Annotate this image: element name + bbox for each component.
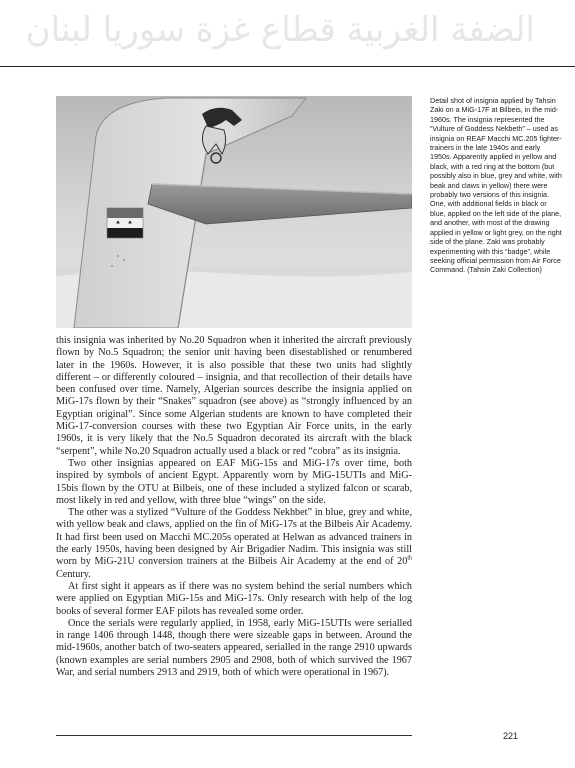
- ordinal-suffix: th: [407, 555, 412, 562]
- body-paragraph-3-text: The other was a stylized “Vulture of the Goddess Nekhbet” in blue, grey and white, with yellow beak and claws, applied on the fin of MiG-17s at the Bilbeis Air Academy. It had first been used on Macchi MC.205s operated at Helwan as advanced trainers in the early 1950s, having been designed by Air Brigadier Nadim. This insignia was still worn by MiG-21U conversion trainers at the Bilbeis Air Academy at the end of 20: [56, 507, 412, 568]
- tail-fin-illustration: [56, 96, 412, 328]
- body-paragraph-5: Once the serials were regularly applied, in 1958, early MiG-15UTIs were serialled in range 1406 through 1448, though there were sizeable gaps in between. Around the mid-1960s, another batch of two-seaters appeared, serialled in the range 2910 upwards (known examples are serial numbers 2905 and 2908, both of which survived the 1967 War, and serial numbers 2913 and 2919, both of which were operational in 1967).: [56, 617, 412, 679]
- footer-rule: [56, 735, 412, 736]
- body-paragraph-3: [56, 507, 412, 581]
- page-header-band: [0, 0, 575, 67]
- flag-icon: [107, 208, 143, 238]
- article-body: [56, 335, 412, 679]
- header-watermark: الضفة الغربية قطاع غزة سوريا لبنان: [25, 10, 535, 50]
- body-paragraph-4: At first sight it appears as if there was no system behind the serial numbers which were applied on Egyptian MiG-15s and MiG-17s. Only research with help of the log books of several former EAF pilots has revealed some order.: [56, 580, 412, 617]
- body-paragraph-2: Two other insignias appeared on EAF MiG-15s and MiG-17s over time, both inspired by symbols of ancient Egypt. Apparently worn by MiG-15UTIs and MiG-15bis flown by the OTU at Bilbeis, one of these included a stylized falcon or scarab, most likely in red and yellow, with three blue “wings” on the side.: [56, 457, 412, 506]
- tail-fin-photo: [56, 96, 412, 328]
- body-paragraph-3-end: Century.: [56, 568, 91, 580]
- photo-caption: Detail shot of insignia applied by Tahsin Zaki on a MiG-17F at Bilbeis, in the mid-1960s. The insignia represented the “Vulture of Goddess Nekbeth” – used as insignia on REAF Macchi MC.205 fighter-trainers in the late 1940s and early 1950s. Apparently applied in yellow and black, with a red ring at the bottom (but possibly also in blue, grey and white, with beak and claws in yellow) there were probably two versions of this insignia. One, with additional fields in black or blue, applied on the left side of the plane, and another, with most of the drawing applied in yellow or light grey, on the right side of the plane. Zaki was probably experimenting with this “badge”, while seeking official permission from Air Force Command. (Tahsin Zaki Collection): [430, 96, 562, 275]
- page-number: 221: [503, 731, 519, 741]
- body-paragraph-1: this insignia was inherited by No.20 Squadron when it inherited the aircraft previously flown by No.5 Squadron; the senior unit having been disestablished or renumbered later in the 1960s. However, it is also possible that these two units had slightly different – or differently coloured – insignia, and that recollection of their details have been confused over time. Namely, Algerian sources describe the insignia applied on MiG-17s flown by their “Snakes” squadron (see above) as “strongly influenced by an Egyptian original”. Since some Algerian students are known to have completed their MiG-17-conversion courses with these two Egyptian Air Force units, in the early 1960s, it is very likely that the No.5 Squadron decorated its aircraft with the black “serpent”, while No.20 Squadron actually used a black or red “cobra” as its insignia.: [56, 335, 412, 457]
